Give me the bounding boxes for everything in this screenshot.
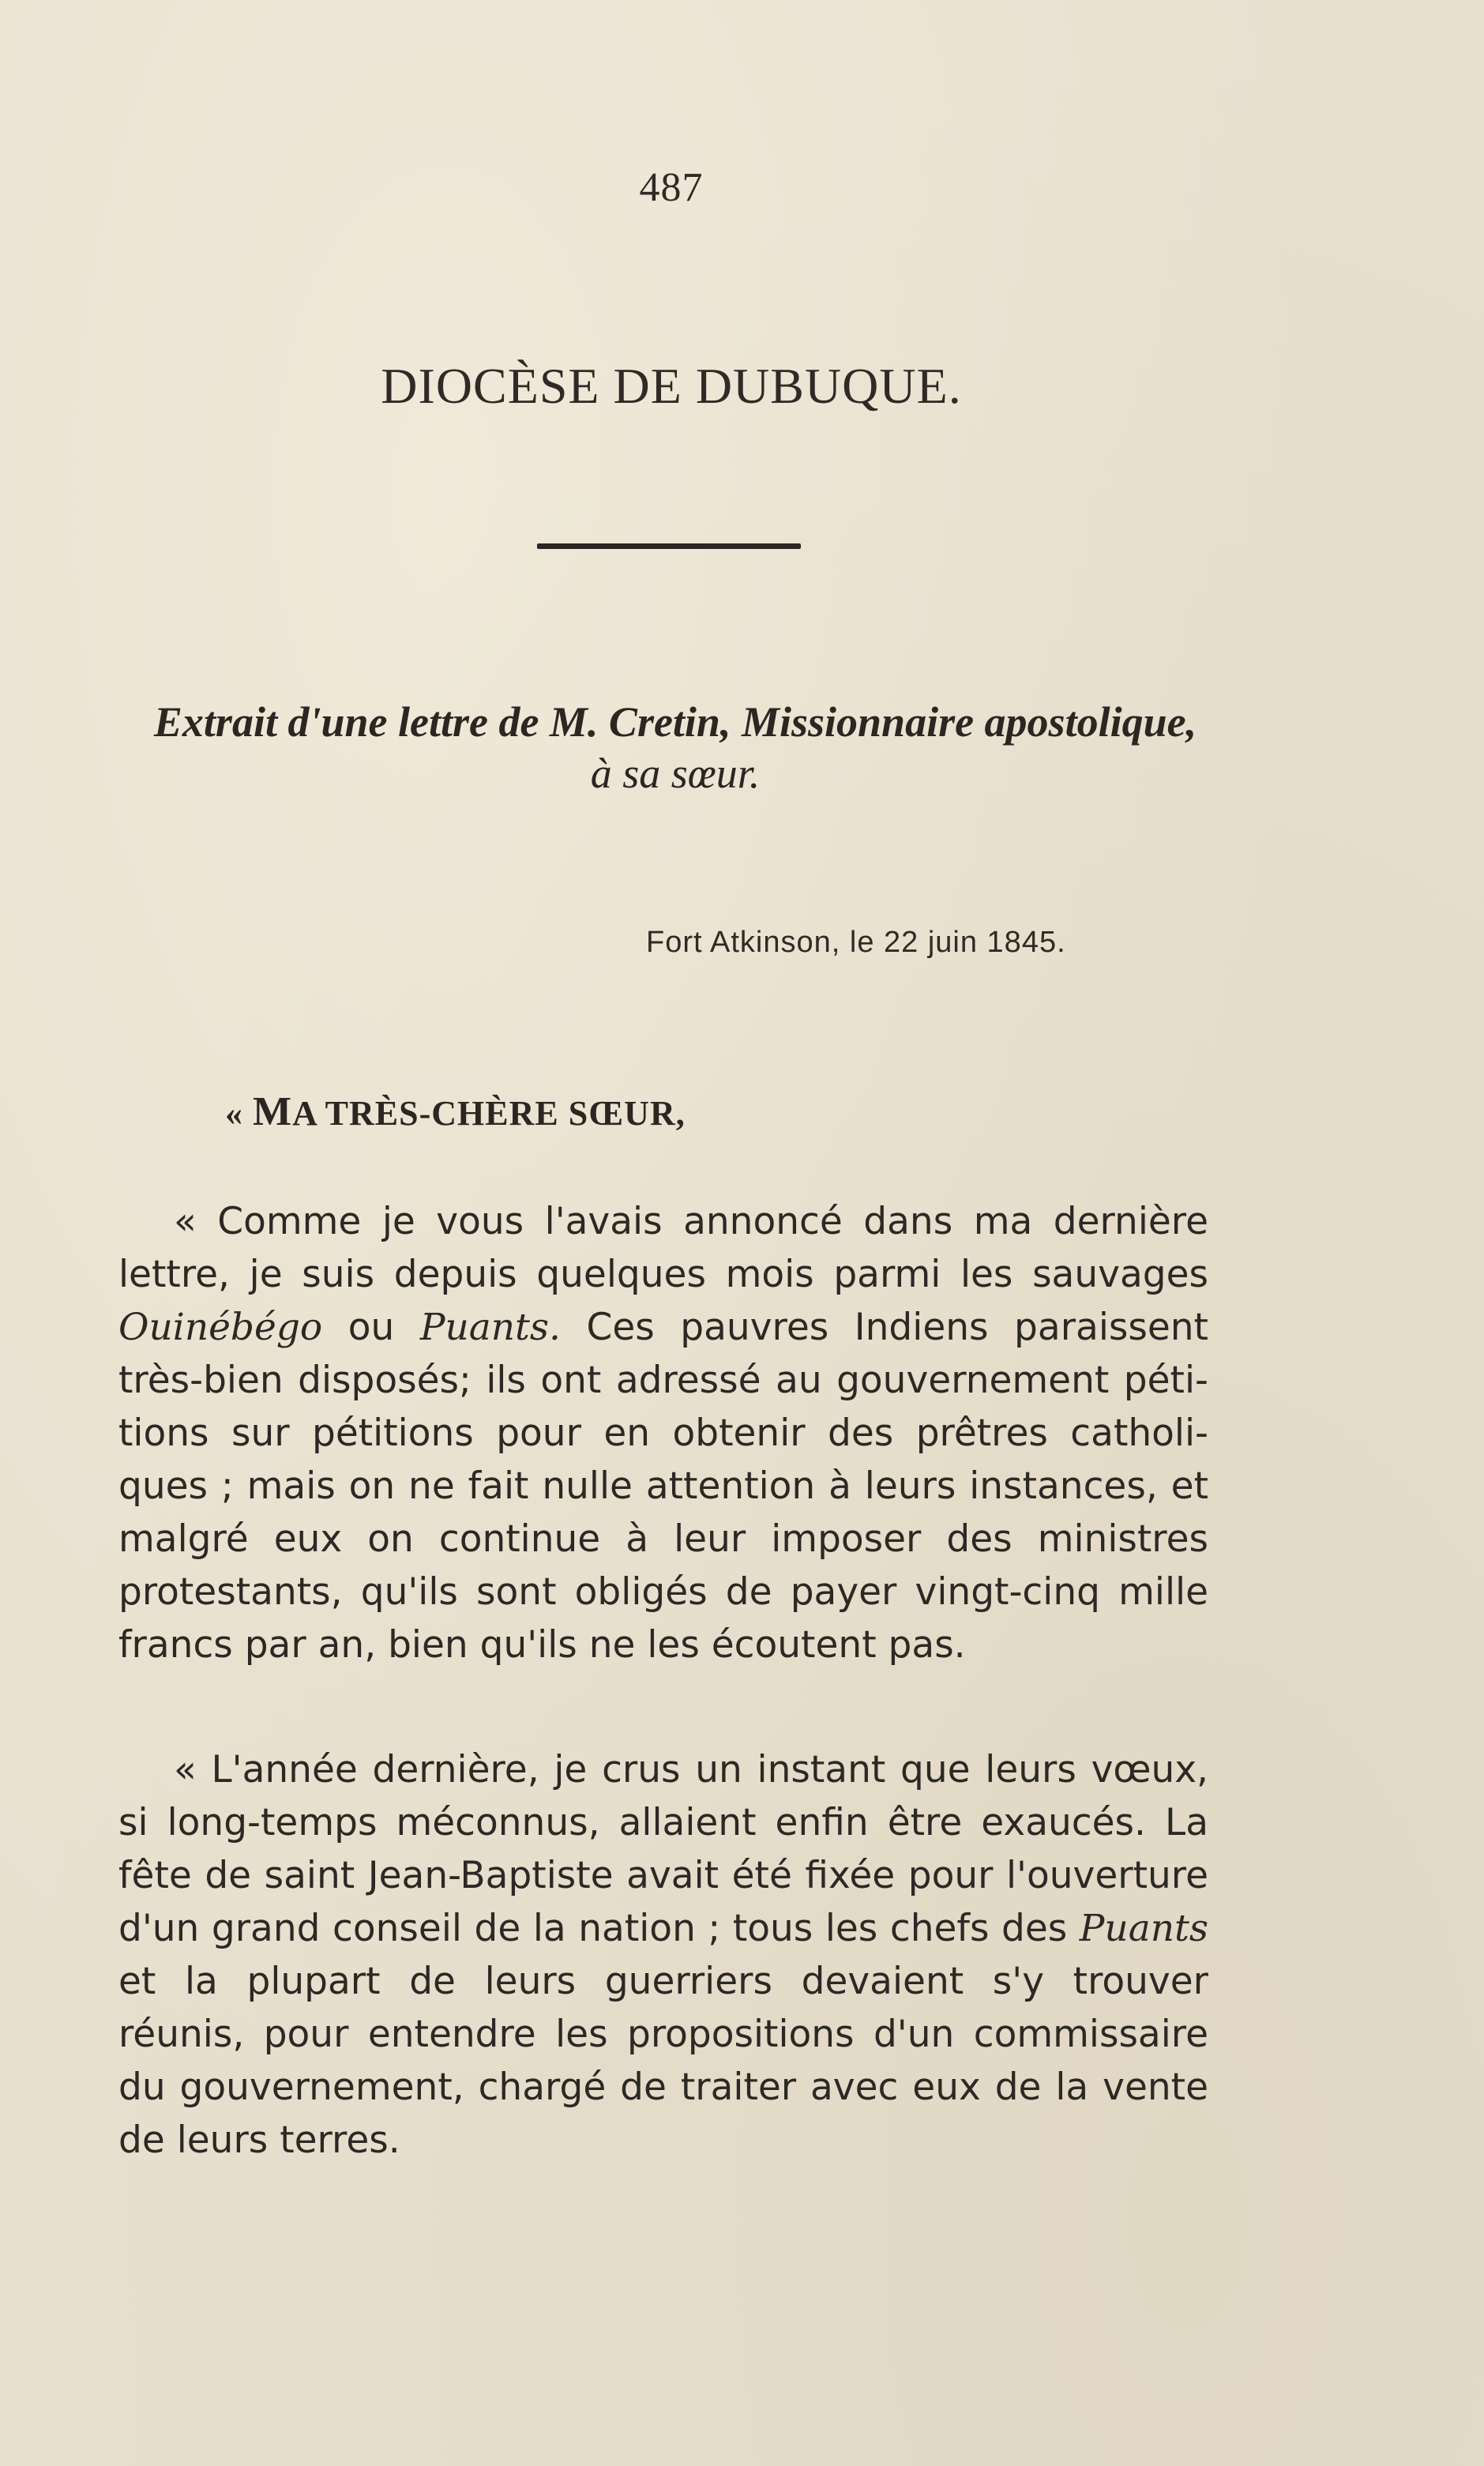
horizontal-rule	[537, 543, 801, 549]
tribe-name-italic: Ouinébégo	[118, 1306, 323, 1349]
salutation-quote: «	[225, 1094, 243, 1133]
place-date: Fort Atkinson, le 22 juin 1845.	[646, 926, 1066, 959]
paragraph-2	[118, 1743, 1208, 2167]
letter-heading-line-2: à sa sœur.	[590, 749, 761, 797]
paragraph-2-line: fête de saint Jean-Baptiste avait été fixée pour l'ouverture	[118, 1854, 1208, 1897]
letter-heading	[118, 697, 1232, 799]
paragraph-2-text: d'un grand conseil de la nation ; tous les chefs des	[118, 1907, 1080, 1950]
salutation	[225, 1088, 686, 1135]
page-number: 487	[639, 165, 704, 210]
paragraph-2-line: et la plupart de leurs guerriers devaient s'y trouver	[118, 1960, 1208, 2003]
tribe-name-italic: Puants.	[419, 1306, 561, 1349]
paragraph-1-text: Ces pauvres Indiens paraissent	[560, 1306, 1208, 1349]
paragraph-2-line: si long-temps méconnus, allaient enfin être exaucés. La	[118, 1801, 1208, 1844]
paragraph-1-line: ques ; mais on ne fait nulle attention à leurs instances, et	[118, 1464, 1208, 1508]
paragraph-2-line: réunis, pour entendre les propositions d'un commissaire	[118, 2013, 1208, 2056]
salutation-initial: M	[253, 1089, 293, 1134]
salutation-text: A TRÈS-CHÈRE SŒUR,	[292, 1094, 686, 1133]
paragraph-1-line: protestants, qu'ils sont obligés de payer vingt-cinq mille	[118, 1570, 1208, 1614]
paragraph-2-line: « L'année dernière, je crus un instant que leurs vœux,	[174, 1748, 1208, 1791]
section-title: DIOCÈSE DE DUBUQUE.	[381, 358, 962, 414]
paragraph-1-line: lettre, je suis depuis quelques mois parmi les sauvages	[118, 1253, 1208, 1296]
paragraph-1-text: ou	[322, 1306, 420, 1349]
paragraph-1-line	[118, 1301, 1208, 1354]
paragraph-1-line: malgré eux on continue à leur imposer des ministres	[118, 1517, 1208, 1561]
paragraph-1	[118, 1195, 1208, 1671]
paragraph-1-line: « Comme je vous l'avais annoncé dans ma dernière	[174, 1200, 1208, 1243]
paragraph-1-line: francs par an, bien qu'ils ne les écoutent pas.	[118, 1623, 966, 1667]
paragraph-2-line	[118, 1902, 1208, 1955]
paragraph-1-line: tions sur pétitions pour en obtenir des prêtres catholi-	[118, 1412, 1208, 1455]
letter-heading-line-1: Extrait d'une lettre de M. Cretin, Missionnaire apostolique,	[153, 698, 1197, 746]
paragraph-1-line: très-bien disposés; ils ont adressé au gouvernement péti-	[118, 1359, 1208, 1402]
paragraph-2-line: de leurs terres.	[118, 2118, 400, 2162]
paragraph-2-line: du gouvernement, chargé de traiter avec eux de la vente	[118, 2066, 1208, 2109]
tribe-name-italic: Puants	[1079, 1907, 1208, 1950]
